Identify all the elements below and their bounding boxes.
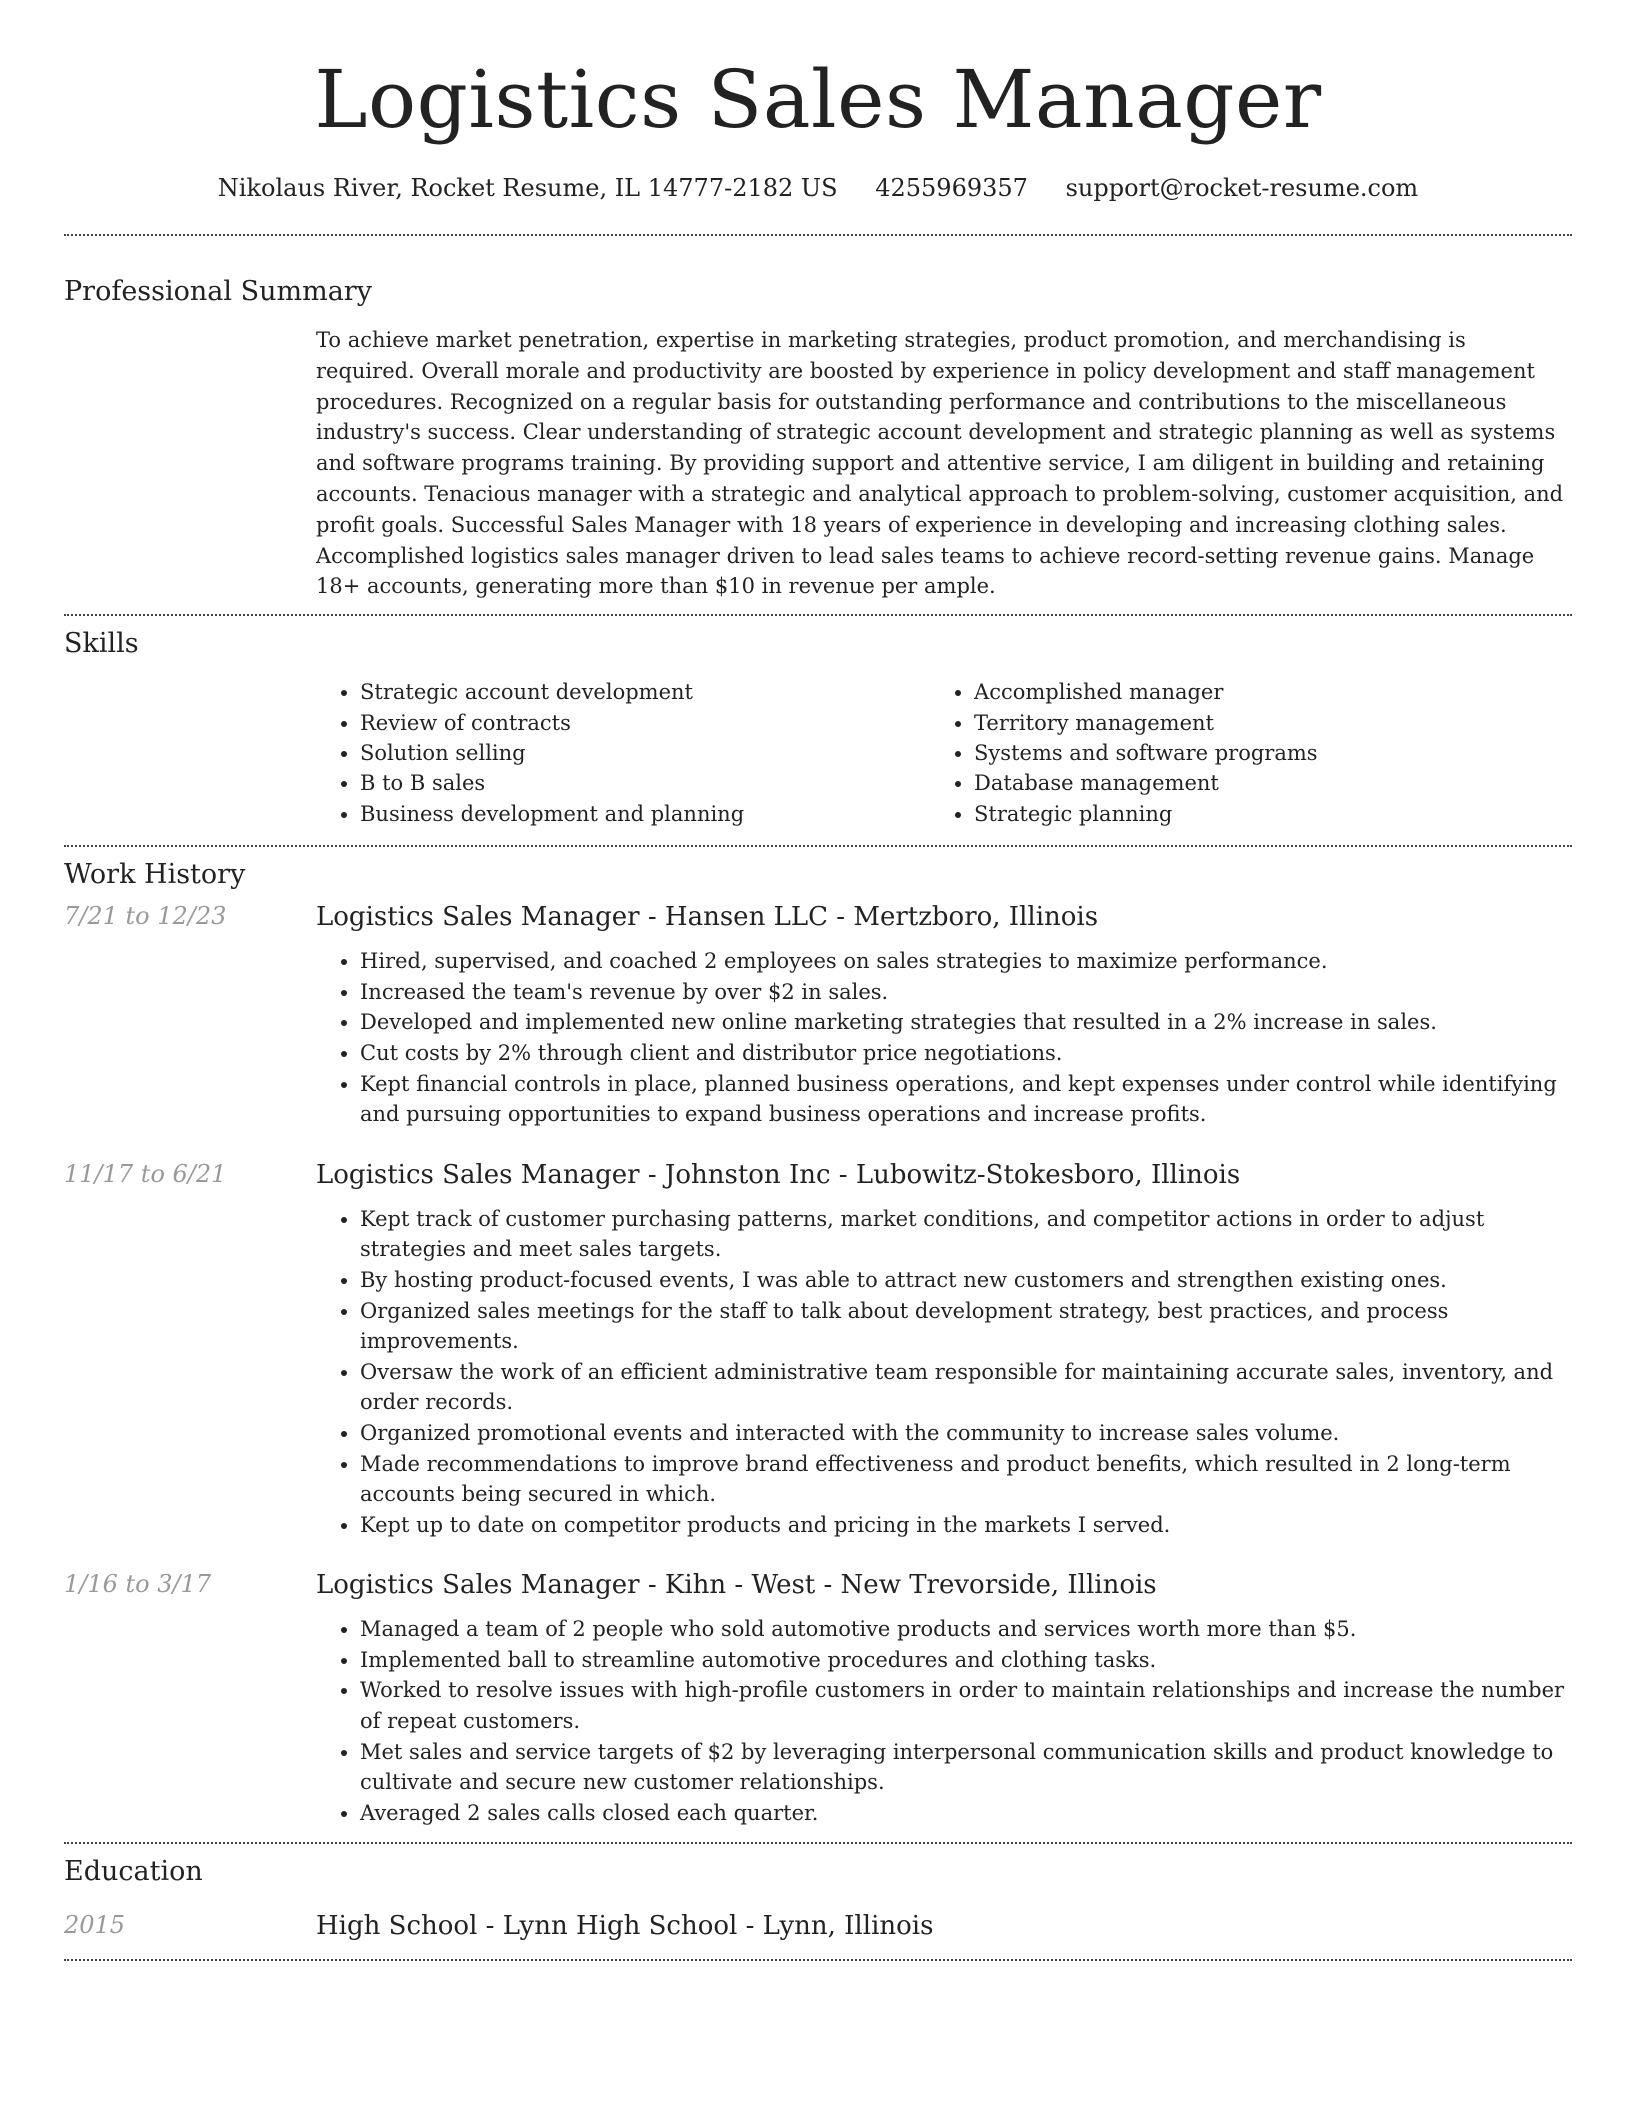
work-details bbox=[316, 1570, 1572, 1828]
work-entry bbox=[64, 1160, 1572, 1541]
skills-list bbox=[316, 677, 1572, 829]
work-bullet: • Cut costs by 2% through client and distributor price negotiations. bbox=[360, 1038, 1572, 1069]
education-entry bbox=[64, 1911, 1572, 1941]
skill-item: • Strategic account development bbox=[360, 677, 930, 707]
work-details bbox=[316, 902, 1572, 1130]
work-bullet: • Implemented ball to streamline automotive procedures and clothing tasks. bbox=[360, 1645, 1572, 1676]
work-entry bbox=[64, 1570, 1572, 1828]
work-details bbox=[316, 1160, 1572, 1541]
section-divider bbox=[64, 234, 1572, 236]
summary-text: To achieve market penetration, expertise in marketing strategies, product promotion, and merchandising is required. Overall morale and productivity are boosted by experience in policy development and staff management procedures. Recognized on a regular basis for outstanding performance and contributions to the miscellaneous industry's success. Clear understanding of strategic account development and strategic planning as well as systems and software programs training. By providing support and attentive service, I am diligent in building and retaining accounts. Tenacious manager with a strategic and analytical approach to problem-solving, customer acquisition, and profit goals. Successful Sales Manager with 18 years of experience in developing and increasing clothing sales. Accomplished logistics sales manager driven to lead sales teams to achieve record-setting revenue gains. Manage 18+ accounts, generating more than $10 in revenue per ample. bbox=[316, 328, 1564, 599]
section-divider bbox=[64, 1842, 1572, 1844]
skill-item: • B to B sales bbox=[360, 768, 930, 798]
section-divider bbox=[64, 845, 1572, 847]
education-heading: Education bbox=[64, 1856, 203, 1888]
education-title: High School - Lynn High School - Lynn, Illinois bbox=[316, 1911, 934, 1942]
work-bullet: • Developed and implemented new online marketing strategies that resulted in a 2% increase in sales. bbox=[360, 1007, 1572, 1038]
skill-item: • Territory management bbox=[974, 708, 1572, 738]
skill-item: • Solution selling bbox=[360, 738, 930, 768]
work-title: Logistics Sales Manager - Hansen LLC - Mertzboro, Illinois bbox=[316, 902, 1099, 933]
work-bullet: • Oversaw the work of an efficient administrative team responsible for maintaining accurate sales, inventory, and order records. bbox=[360, 1357, 1572, 1418]
section-divider bbox=[64, 614, 1572, 616]
work-bullet: • Met sales and service targets of $2 by leveraging interpersonal communication skills and product knowledge to cultivate and secure new customer relationships. bbox=[360, 1737, 1572, 1798]
section-divider bbox=[64, 1959, 1572, 1961]
work-title: Logistics Sales Manager - Johnston Inc - Lubowitz-Stokesboro, Illinois bbox=[316, 1159, 1241, 1190]
work-dates: 7/21 to 12/23 bbox=[64, 902, 227, 931]
work-bullet: • Averaged 2 sales calls closed each quarter. bbox=[360, 1798, 1572, 1829]
summary-heading: Professional Summary bbox=[64, 276, 372, 307]
work-bullets bbox=[316, 1204, 1572, 1541]
work-bullet: • Managed a team of 2 people who sold automotive products and services worth more than $5. bbox=[360, 1614, 1572, 1645]
skill-item: • Review of contracts bbox=[360, 708, 930, 738]
work-dates: 11/17 to 6/21 bbox=[64, 1159, 227, 1188]
work-bullet: • Worked to resolve issues with high-profile customers in order to maintain relationships and increase the number of repeat customers. bbox=[360, 1675, 1572, 1736]
skill-item: • Strategic planning bbox=[974, 799, 1572, 829]
work-bullet: • Made recommendations to improve brand effectiveness and product benefits, which resulted in 2 long-term accounts being secured in which. bbox=[360, 1449, 1572, 1510]
work-heading: Work History bbox=[64, 859, 246, 891]
skill-item: • Database management bbox=[974, 768, 1572, 798]
work-bullet: • By hosting product-focused events, I was able to attract new customers and strengthen existing ones. bbox=[360, 1265, 1572, 1296]
contact-address: Nikolaus River, Rocket Resume, IL 14777-2182 US bbox=[217, 174, 838, 202]
resume-page bbox=[64, 0, 1572, 1961]
education-details bbox=[316, 1911, 1572, 1941]
skill-item: • Systems and software programs bbox=[974, 738, 1572, 768]
work-dates: 1/16 to 3/17 bbox=[64, 1570, 212, 1599]
work-entry bbox=[64, 902, 1572, 1130]
work-bullet: • Kept financial controls in place, planned business operations, and kept expenses under control while identifying and pursuing opportunities to expand business operations and increase profits. bbox=[360, 1069, 1572, 1130]
resume-title: Logistics Sales Manager bbox=[314, 53, 1322, 146]
work-bullet: • Organized sales meetings for the staff to talk about development strategy, best practices, and process improvements. bbox=[360, 1296, 1572, 1357]
skill-item: • Accomplished manager bbox=[974, 677, 1572, 707]
contact-line bbox=[64, 174, 1572, 202]
work-bullets bbox=[316, 946, 1572, 1130]
skill-item: • Business development and planning bbox=[360, 799, 930, 829]
work-bullet: • Organized promotional events and interacted with the community to increase sales volume. bbox=[360, 1418, 1572, 1449]
skills-column-right bbox=[930, 677, 1572, 829]
work-bullet: • Kept up to date on competitor products and pricing in the markets I served. bbox=[360, 1510, 1572, 1541]
work-bullet: • Increased the team's revenue by over $2 in sales. bbox=[360, 977, 1572, 1008]
contact-email: support@rocket-resume.com bbox=[1065, 174, 1419, 202]
work-bullet: • Kept track of customer purchasing patterns, market conditions, and competitor actions in order to adjust strategies and meet sales targets. bbox=[360, 1204, 1572, 1265]
contact-phone: 4255969357 bbox=[875, 174, 1028, 202]
education-year: 2015 bbox=[64, 1911, 126, 1940]
work-bullets bbox=[316, 1614, 1572, 1828]
work-bullet: • Hired, supervised, and coached 2 employees on sales strategies to maximize performance. bbox=[360, 946, 1572, 977]
skills-column-left bbox=[316, 677, 930, 829]
skills-heading: Skills bbox=[64, 628, 139, 660]
work-title: Logistics Sales Manager - Kihn - West - New Trevorside, Illinois bbox=[316, 1570, 1157, 1601]
